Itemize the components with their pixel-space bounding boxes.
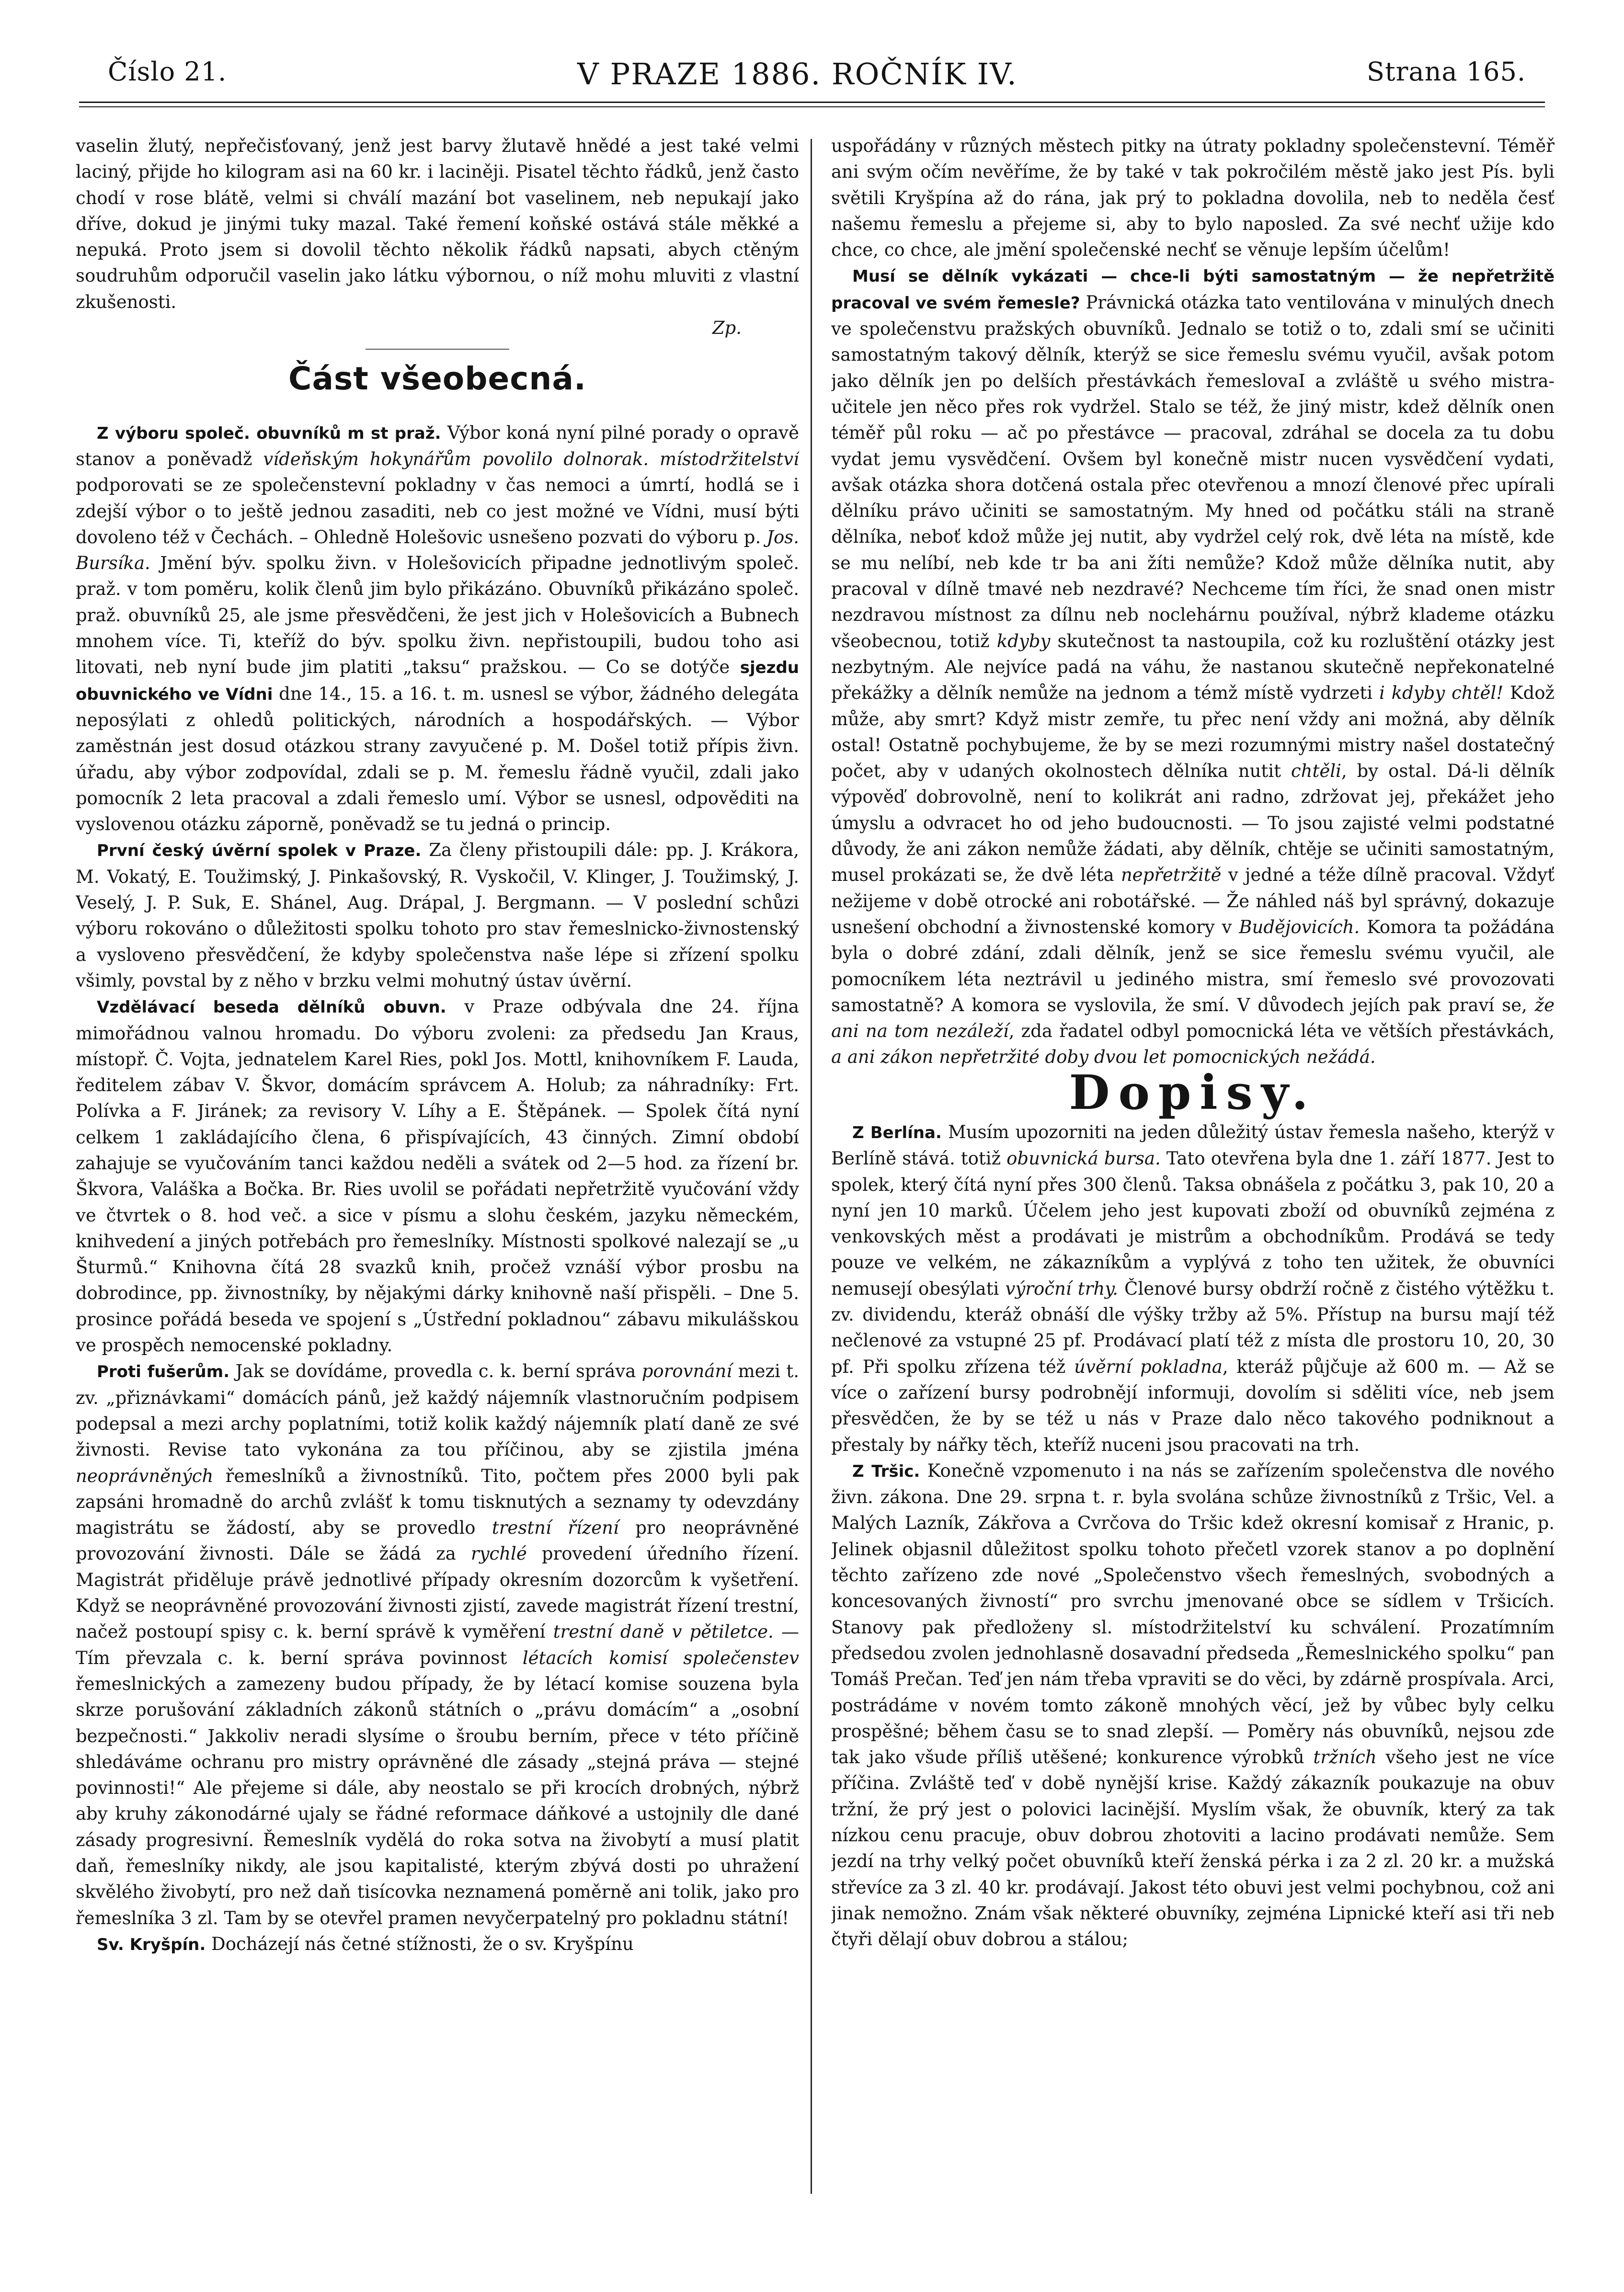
masthead-title: V PRAZE 1886. ROČNÍK IV.	[577, 57, 1018, 91]
section-title-letters: Dopisy.	[1069, 1065, 1317, 1120]
article-trsice-title: Z Tršic.	[852, 1461, 920, 1481]
article-krysp-continued: uspořádány v různých městech pitky na útraty pokladny společenstevní. Téměř ani svým očím nevěříme, že by také v tak pokročilém městě jako jest Pís. byli světili Kryšpína až do rána, jak prý to pokladna dovolila, neb to neděla česť našemu řemeslu a přejeme si, aby to bylo naposled. Za své nechť užije kdo chce, co chce, ale jmění společenské nechť se věnuje lepším účelům!	[831, 136, 1555, 261]
intro-paragraph: vaselin žlutý, nepřečisťovaný, jenž jest barvy žlutavě hnědé a jest také velmi laciný, přijde ho kilogram asi na 60 kr. i laciněji. Pisatel těchto řádků, jenž často chodí v rose blátě, velmi si chválí mazání bot vaselinem, neb nepukají jako dříve, dokud je jinými tuky mazal. Také řemení koňské ostává stále měkké a nepuká. Proto jsem si dovolil těchto několik řádků napsati, abych ctěným soudruhům odporučil vaselin jako látku výbornou, o níž mohu mluviti z vlastní zkušenosti.	[76, 136, 799, 312]
page-header	[108, 57, 1526, 100]
article-vybor: Z výboru společ. obuvníků m st praž. Výbor koná nyní pilné porady o opravě stanov a poněvadž vídeňským hokynářům povolilo dolnorak. místodržitelství podporovati se ze společenstevní pokladny v čas nemoci a úmrtí, hodlá se i zdejší výbor o to ještě jednou zasaditi, neb co jest možné ve Vídni, musí býti dovoleno též v Čechách. – Ohledně Holešovic usnešeno pozvati do výboru p. Jos. Bursíka. Jmění býv. spolku živn. v Holešovicích připadne jednotlivým společ. praž. v tom poměru, kolik členů jim bylo přikázáno. Obuvníků přikázáno společ. praž. obuvníků 25, ale jsme přesvědčeni, že jest jich v Holešovicích a Bubnech mnohem více. Ti, kteříž do býv. spolku živn. nepřistoupili, budou toho asi litovati, neb nyní bude jim platiti „taksu“ pražskou. — Co se dotýče sjezdu obuvnického ve Vídni dne 14., 15. a 16. t. m. usnesl se výbor, žádného delegáta neposýlati z ohledů politických, národních a hospodářských. — Výbor zaměstnán jest dosud otázkou strany zavyučené p. M. Došel totiž přípis živn. úřadu, aby výbor zodpovídal, zdali se p. M. řemeslu řádně vyučil, zdali jako pomocník 2 leta pracoval a zdali řemeslo umí. Výbor se usnesl, odpověditi na vyslovenou otázku záporně, poněvadž se tu jedná o princip.	[76, 422, 799, 835]
article-trsice: Z Tršic. Konečně vzpomenuto i na nás se zařízením společenstva dle nového živn. zákona. Dne 29. srpna t. r. byla svolána schůze živnostníků z Tršic, Vel. a Malých Lazník, Zákřova a Cvrčova do Tršic kdež okresní komisař z Hranic, p. Jelinek objasnil důležitost spolku tohoto přečetl vzorek stanov a po doplnění těchto zařízeno zde nové „Společenstvo všech řemeslných, svobodných a koncesovaných živností“ pro svrchu jmenované obce se sídlem v Tršicích. Stanovy pak předloženy sl. místodržitelství ku schválení. Prozatímním předsedou zvolen jednohlasně dosavadní předseda „Řemeslnického spolku“ pan Tomáš Prečan. Teď jen nám třeba vpraviti se do věci, by zdárně prospívala. Arci, postrádáme v novém tomto zákoně mnohých věcí, jež by vůbec byly celku prospěšné; během času se to snad zlepší. — Poměry nás obuvníků, nejsou zde tak jako všude příliš utěšené; konkurence výrobků tržních všeho jest ne více příčina. Zvláště teď v době nynější krise. Každý zákazník poukazuje na obuv tržní, že prý jest o polovici lacinější. Myslím však, že obuvník, který za tak nízkou cenu pracuje, obuv dobrou zhotoviti a lacino prodávati nemůže. Sem jezdí na trhy velký počet obuvníků kteří ženská pérka i za 2 zl. 20 kr. a mužská střevíce za 3 zl. 40 kr. prodávají. Jakost této obuvi jest velmi pochybnou, což ani jinak nemožno. Znám však některé obuvníky, zejména Lipnické kteří asi tři neb čtyři dělají obuv dobrou a stálou;	[831, 1460, 1555, 1950]
article-delnik: Musí se dělník vykázati — chce-li býti samostatným — že nepřetržitě pracoval ve svém řemesle? Právnická otázka tato ventilována v minulých dnech ve společenstvu pražských obuvníků. Jednalo se totiž o to, zdali smí se učiniti samostatným takový dělník, kterýž se sice řemeslu svému vyučil, avšak potom jako dělník jen po delších přestávkách řemeslovaI a zvláště u svého mistra-učitele jen něco přes rok vydržel. Stalo se též, že jiný mistr, kdež dělník onen téměř půl roku — ač po přestávce — pracoval, zdráhal se docela za tu dobu vydat jemu vysvědčení. Ovšem byl konečně mistr nucen vysvědčení vydati, avšak otázka shora dotčená ostala přec otevřenou a mnozí členové přec upírali dělníku právo učiniti se samostatným. My hned od počátku stáli na straně dělníka, neboť kdož může jej nutit, aby vydržel celý rok, dvě léta na místě, kde se mu nelíbí, neb kde tr ba ani žíti nemůže? Kdož může dělníka nutit, aby pracoval v dílně tmavé neb nezdravé? Nechceme tím říci, že snad onen mistr nezdravou místnost za dílnu neb noclehárnu používal, nýbrž klademe otázku všeobecnou, totiž kdyby skutečnost ta nastoupila, což ku rozluštění otázky jest nezbytným. Ale nejvíce padá na váhu, že nastanou skutečně nepřekonatelné překážky a dělník nemůže na jednom a témž místě vydrzeti i kdyby chtěl! Kdož může, aby smrt? Když mistr zemře, tu přec není vždy ani možná, aby dělník ostal! Ostatně pochybujeme, že by se mezi rozumnými mistry našel dostatečný počet, aby v udaných okolnostech dělníka nutit chtěli, by ostal. Dá-li dělník výpověď dobrovolně, není to kolikrát ani radno, zdržovat jej, překážet jeho úmyslu a odvracet ho od jeho budoucnosti. — To jsou zajisté velmi podstatné důvody, že ani zákon nemůže žádati, aby dělník, chtěje se učiniti samostatným, musel prokázati se, že dvě léta nepřetržitě v jedné a téže dílně pracoval. Vždyť nežijeme v době otrocké ani robotářské. — Že náhled náš byl správný, dokazuje usnešení obchodní a živnostenské komory v Budějovicích. Komora ta požádána byla o dobré zdání, zdali dělník, jenž se sice řemeslu svému vyučil, ale pomocníkem léta neztrávil u jediného mistra, smí řemeslo své provozovati samostatně? A komora se vyslovila, že smí. V důvodech jejích pak praví se, že ani na tom nezáleží, zda řadatel odbyl pomocnická léta ve větších přestávkách, a ani zákon nepřetržité doby dvou let pomocnických nežádá.	[831, 267, 1555, 1068]
intro-signature: Zp.	[712, 318, 742, 339]
column-divider	[811, 139, 812, 2194]
article-uverni-spolek: První český úvěrní spolek v Praze. Za členy přistoupili dále: pp. J. Krákora, M. Vokatý, E. Toužimský, J. Pinkašovský, R. Vyskočil, V. Klinger, J. Toužimský, J. Veselý, J. P. Suk, E. Shánel, Aug. Drápal, J. Bergmann. — V poslední schůzi výboru rokováno o důležitosti spolku tohoto pro stav řemeslnicko-živnostenský a vysloveno přesvědčení, že kdyby společenstva naše lépe si zřízení spolku všimly, povstal by z něho v brzku velmi mohutný ústav úvěrní.	[76, 840, 799, 991]
issue-number: Číslo 21.	[108, 57, 227, 87]
article-delnik-title: Musí se dělník vykázati — chce-li býti samostatným — že nepřetržitě pracoval ve svém řemesle?	[831, 267, 1555, 313]
header-rule-bottom	[79, 106, 1545, 107]
article-krysp-title: Sv. Kryšpín.	[97, 1935, 206, 1954]
section-title-general: Část všeobecná.	[288, 360, 586, 398]
article-krysp: Sv. Kryšpín. Docházejí nás četné stížnosti, že o sv. Kryšpínu	[97, 1933, 634, 1954]
article-beseda: Vzdělávací beseda dělníků obuvn. v Praze odbývala dne 24. října mimořádnou valnou hromadu. Do výboru zvoleni: za předsedu Jan Kraus, místopř. Č. Vojta, jednatelem Karel Ries, pokl Jos. Mottl, knihovníkem F. Lauda, ředitelem zábav V. Škvor, domácím správcem A. Holub; za náhradníky: Frt. Polívka a F. Jiránek; za revisory V. Líhy a E. Štěpánek. — Spolek čítá nyní celkem 1 zakládajícího člena, 6 přispívajících, 43 činných. Zimní období zahajuje se vyučováním tanci každou neděli a svátek od 2—5 hod. za řízení br. Škvora, Valáška a Bočka. Br. Ries uvolil se pořádati nepřetržitě vyučování vždy ve čtvrtek o 8. hod več. a sice v písmu a slohu českém, jazyku německém, knihvedení a jiných potřebách pro řemeslníky. Místnosti spolkové nalezají se „u Šturmů.“ Knihovna čítá 28 svazků knih, pročež vznáší výbor prosbu na dobrodince, pp. živnostníky, by nějakými dárky knihovně naší přispěli. – Dne 5. prosince pořádá beseda ve spojení s „Ústřední pokladnou“ zábavu mikulášskou ve prospěch nemocenské pokladny.	[76, 996, 799, 1356]
page-number: Strana 165.	[1366, 57, 1526, 87]
article-berlin-title: Z Berlína.	[852, 1123, 942, 1142]
article-uverni-title: První český úvěrní spolek v Praze.	[97, 841, 422, 861]
right-column	[831, 133, 1555, 2207]
article-fuseri-title: Proti fušerům.	[97, 1362, 230, 1382]
article-fuseri: Proti fušerům. Jak se dovídáme, provedla c. k. berní správa porovnání mezi t. zv. „přiznávkami“ domácích pánů, jež každý nájemník vlastnoručním podpisem podepsal a mezi archy poplatními, totiž kolik každý nájemník platí daně ze své živnosti. Revise tato vykonána za tou příčinou, aby se zjistila jména neoprávněných řemeslníků a živnostníků. Tito, počtem přes 2000 byli pak zapsáni hromadně do archů zvlášť k tomu tisknutých a seznamy ty odevzdány magistrátu se žádostí, aby se provedlo trestní řízení pro neoprávněné provozování živnosti. Dále se žádá za rychlé provedení úředního řízení. Magistrát přiděluje právě jednotlivé případy okresním dozorcům k vyšetření. Když se neoprávněné provozování živnosti zjistí, zavede magistrát řízení trestní, načež postoupí spisy c. k. berní správě k vyměření trestní daně v pětiletce. — Tím převzala c. k. berní správa povinnost létacích komisí společenstev řemeslnických a zamezeny budou případy, že by létací komise souzena byla skrze porušování základních zákonů státních o „právu domácím“ a „osobní bezpečnosti.“ Jakkoliv neradi slysíme o šroubu berním, přece v této příčině shledáváme ochranu pro mistry oprávněné dle zásady „stejná práva — stejné povinnosti!“ Ale přejeme si dále, aby neostalo se při krocích drobných, nýbrž aby kruhy zákonodárné ujaly se řádné reformace dáňkové a ustojnily dle dané zásady progresivní. Řemeslník vydělá do roka sotva na živobytí a musí platit daň, řemeslníky nikdy, ale jsou kapitalisté, kterým zbývá dosti po uhražení skvělého živobytí, pro než daň tisícovka neznamená poměrně ani tolik, jako pro řemeslníka 3 zl. Tam by se otevřel pramen nevyčerpatelný pro pokladnu státní!	[76, 1361, 799, 1928]
left-column	[76, 133, 799, 2255]
article-vybor-title: Z výboru společ. obuvníků m st praž.	[97, 423, 441, 443]
article-berlin: Z Berlína. Musím upozorniti na jeden důležitý ústav řemesla našeho, kterýž v Berlíně stává. totiž obuvnická bursa. Tato otevřena byla dne 1. září 1877. Jest to spolek, který čítá nyní přes 300 členů. Taksa obnášela z počátku 3, pak 10, 20 a nyní jen 10 marků. Účelem jeho jest kupovati zboží od obuvníků zejména z venkovských měst a prodávati je mistrům a obchodníkům. Prodává se tedy pouze ve velkém, ne zákazníkům a vyplývá z toho ten užitek, že obuvníci nemusejí obesýlati výroční trhy. Členové bursy obdrží ročně z čistého výtěžku t. zv. dividendu, kteráž obnáší dle výšky tržby až 5%. Přístup na bursu mají též nečlenové za vstupné 25 pf. Prodávací platí též z místa dle prostoru 10, 20, 30 pf. Při spolku zřízena též úvěrní pokladna, kteráž půjčuje až 600 m. — Až se více o zařízení bursy podrobnějí informuji, dovolím si sděliti více, neb jsem přesvědčen, že by se též u nás v Praze dalo něco takového podniknout a přestaly by nářky těch, kteříž nuceni jsou pracovati na trh.	[831, 1121, 1555, 1455]
article-beseda-title: Vzdělávací beseda dělníků obuvn.	[97, 998, 446, 1017]
separator-line	[366, 349, 509, 350]
header-rule-top	[79, 102, 1545, 103]
